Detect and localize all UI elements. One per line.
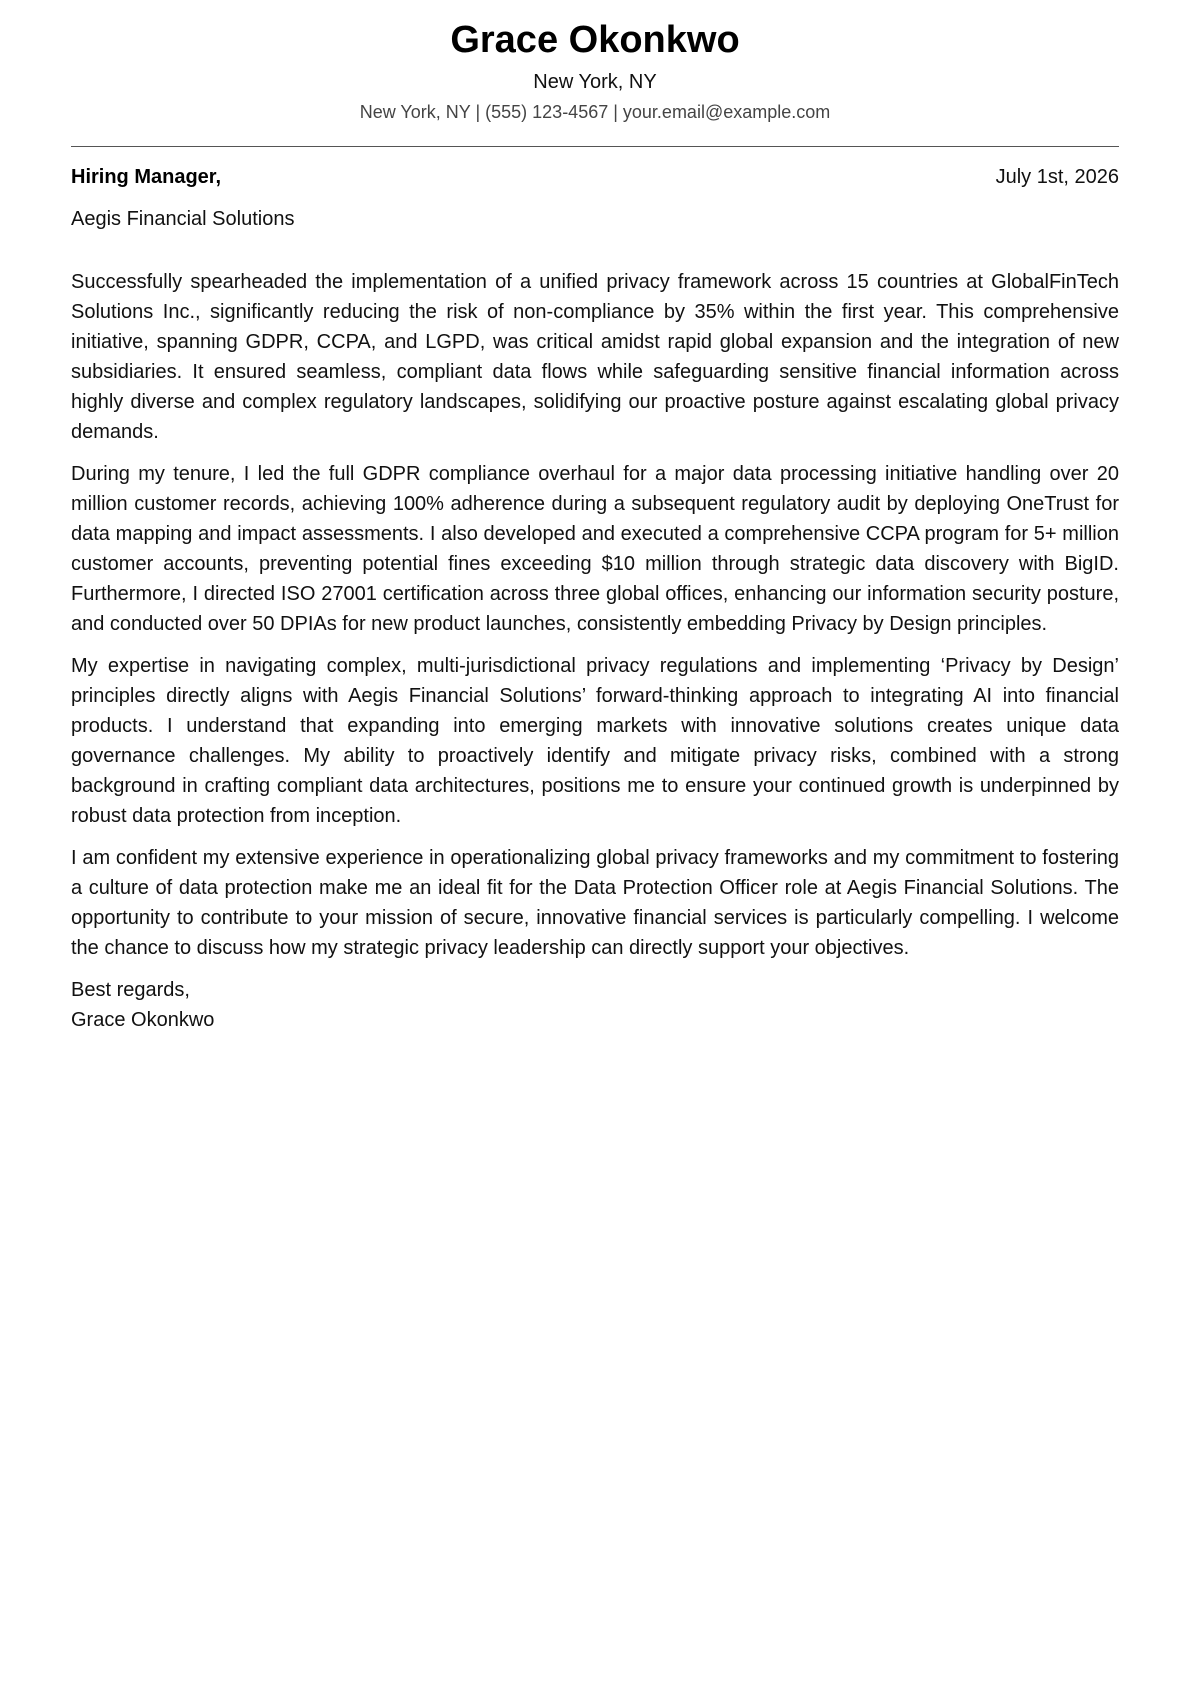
letter-closing: [71, 975, 1119, 1035]
recipient-company: Aegis Financial Solutions: [71, 208, 295, 230]
closing-signature: Grace Okonkwo: [71, 1009, 215, 1031]
letter-header: [71, 0, 1119, 125]
sender-contact-line: New York, NY | (555) 123-4567 | your.email@example.com: [359, 102, 831, 122]
header-divider: [71, 146, 1119, 147]
sender-name: Grace Okonkwo: [450, 19, 740, 61]
body-paragraph-2: During my tenure, I led the full GDPR compliance overhaul for a major data processing initiative handling over 20 million customer records, achieving 100% adherence during a subsequent regulatory audit by deploying OneTrust for data mapping and impact assessments. I also developed and executed a comprehensive CCPA program for 5+ million customer accounts, preventing potential fines exceeding $10 million through strategic data discovery with BigID. Furthermore, I directed ISO 27001 certification across three global offices, enhancing our information security posture, and conducted over 50 DPIAs for new product launches, consistently embedding Privacy by Design principles.: [71, 463, 1119, 635]
sender-location: New York, NY: [533, 71, 657, 93]
body-paragraph-3: My expertise in navigating complex, multi-jurisdictional privacy regulations and implementing ‘Privacy by Design’ principles directly aligns with Aegis Financial Solutions’ forward-thinking approach to integrating AI into financial products. I understand that expanding into emerging markets with innovative solutions creates unique data governance challenges. My ability to proactively identify and mitigate privacy risks, combined with a strong background in crafting compliant data architectures, positions me to ensure your continued growth is underpinned by robust data protection from inception.: [71, 655, 1119, 827]
body-paragraph-4: I am confident my extensive experience in operationalizing global privacy frameworks and my commitment to fostering a culture of data protection make me an ideal fit for the Data Protection Officer role at Aegis Financial Solutions. The opportunity to contribute to your mission of secure, innovative financial services is particularly compelling. I welcome the chance to discuss how my strategic privacy leadership can directly support your objectives.: [71, 847, 1119, 959]
body-paragraph-1: Successfully spearheaded the implementation of a unified privacy framework across 15 countries at GlobalFinTech Solutions Inc., significantly reducing the risk of non-compliance by 35% within the first year. This comprehensive initiative, spanning GDPR, CCPA, and LGPD, was critical amidst rapid global expansion and the integration of new subsidiaries. It ensured seamless, compliant data flows while safeguarding sensitive financial information across highly diverse and complex regulatory landscapes, solidifying our proactive posture against escalating global privacy demands.: [71, 271, 1119, 443]
recipient-greeting: Hiring Manager,: [71, 166, 222, 188]
closing-salutation: Best regards,: [71, 979, 190, 1001]
recipient-date-row: [71, 163, 1119, 191]
letter-date: July 1st, 2026: [995, 166, 1119, 188]
letter-body: [71, 267, 1119, 963]
